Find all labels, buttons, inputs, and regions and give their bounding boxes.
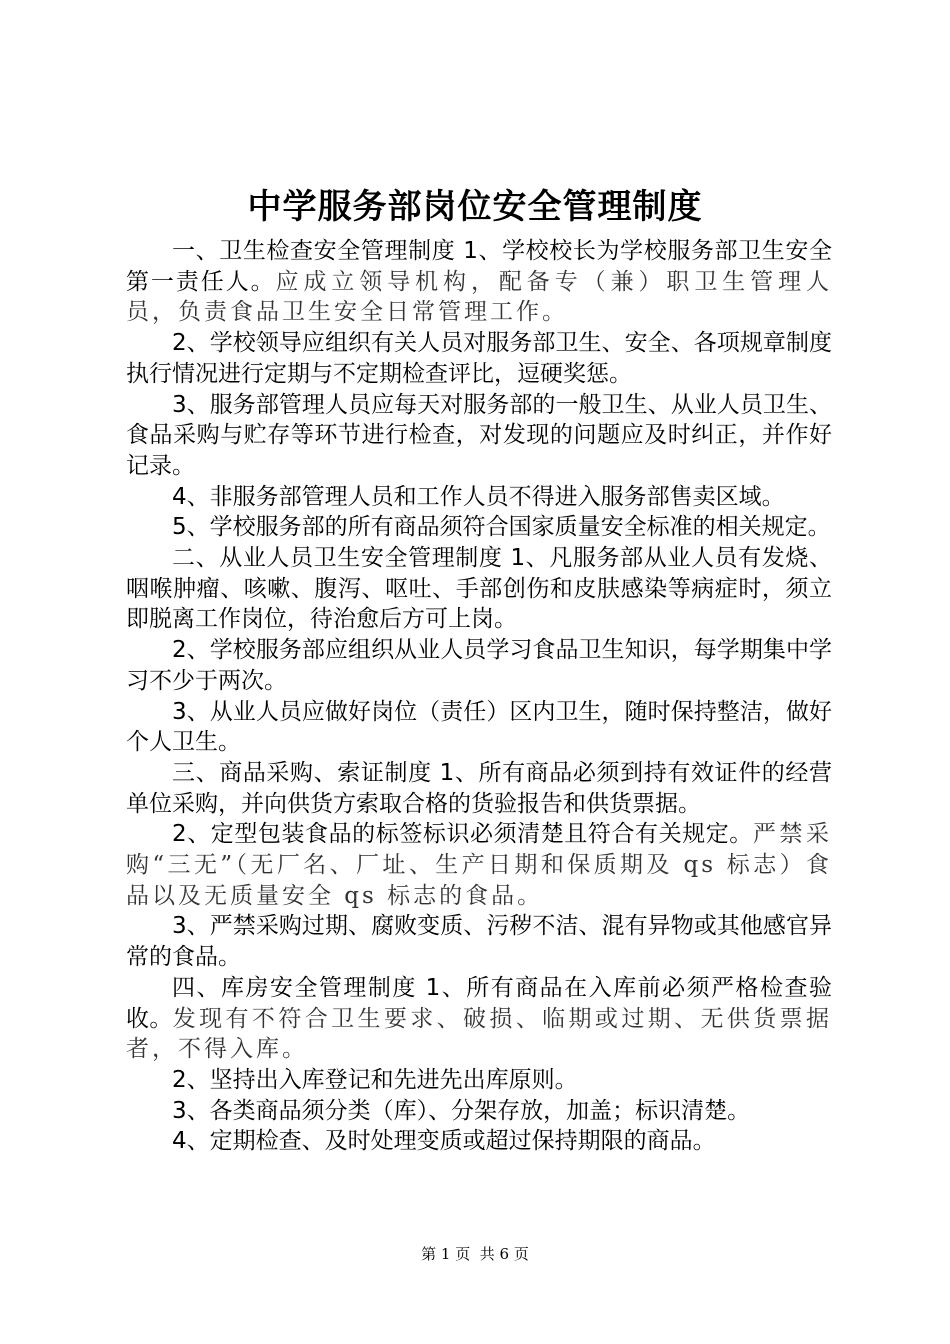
paragraph-text: 3、服务部管理人员应每天对服务部的一般卫生、从业人员卫生、食品采购与贮存等环节进行检查，对发现的问题应及时纠正，并作好记录。: [126, 391, 832, 479]
paragraph-text: 2、学校服务部应组织从业人员学习食品卫生知识，每学期集中学习不少于两次。: [126, 637, 832, 694]
paragraph: [126, 635, 832, 696]
paragraph: [126, 390, 832, 482]
paragraph: [126, 512, 832, 543]
paragraph-text: 2、定型包装食品的标签标识必须清楚且符合有关规定。: [172, 821, 753, 848]
page-number-label: 第 1 页 共 6 页: [421, 1245, 529, 1263]
paragraph: [126, 973, 832, 1065]
paragraph-text: 2、学校领导应组织有关人员对服务部卫生、安全、各项规章制度执行情况进行定期与不定期检查评比，逗硬奖惩。: [126, 330, 832, 387]
paragraph: [126, 1065, 832, 1096]
paragraph-text: 5、学校服务部的所有商品须符合国家质量安全标准的相关规定。: [172, 514, 831, 541]
document-title: 中学服务部岗位安全管理制度: [247, 187, 703, 227]
paragraph-text: 4、非服务部管理人员和工作人员不得进入服务部售卖区域。: [172, 483, 785, 510]
paragraph-text: 3、从业人员应做好岗位（责任）区内卫生，随时保持整洁，做好个人卫生。: [126, 698, 832, 756]
paragraph: [126, 758, 832, 819]
paragraph-text-continued: 发现有不符合卫生要求、破损、临期或过期、无供货票据者，不得入库。: [126, 1005, 833, 1063]
document-body: [126, 236, 832, 1157]
paragraph: [126, 1126, 832, 1157]
paragraph-text-continued: 严禁采购“三无”（无厂名、厂址、生产日期和保质期及 qs 标志）食品以及无质量安全 qs 标志的食品。: [126, 821, 832, 909]
paragraph-text: 3、各类商品须分类（库）、分架存放，加盖；标识清楚。: [172, 1097, 751, 1124]
paragraph-text-continued: 应成立领导机构，配备专（兼）职卫生管理人员，负责食品卫生安全日常管理工作。: [126, 268, 833, 326]
paragraph-text: 4、定期检查、及时处理变质或超过保持期限的商品。: [172, 1128, 716, 1155]
page-footer: [0, 1244, 950, 1264]
paragraph-text: 2、坚持出入库登记和先进先出库原则。: [172, 1066, 578, 1093]
paragraph-text: 二、从业人员卫生安全管理制度 1、凡服务部从业人员有发烧、咽喉肿瘤、咳嗽、腹泻、呕吐、手部创伤和皮肤感染等病症时，须立即脱离工作岗位，待治愈后方可上岗。: [126, 545, 832, 633]
paragraph-text: 3、严禁采购过期、腐败变质、污秽不洁、混有异物或其他感官异常的食品。: [126, 913, 832, 971]
paragraph: [126, 1096, 832, 1127]
paragraph: [126, 543, 832, 635]
paragraph-text: 三、商品采购、索证制度 1、所有商品必须到持有效证件的经营单位采购，并向供货方索取合格的货验报告和供货票据。: [126, 759, 832, 817]
paragraph: [126, 819, 832, 911]
paragraph-text: 一、卫生检查安全管理制度 1、学校校长为学校服务部卫生安全第一责任人。: [126, 238, 832, 295]
paragraph: [126, 236, 832, 328]
paragraph: [126, 697, 832, 758]
paragraph-text: 四、库房安全管理制度 1、所有商品在入库前必须严格检查验收。: [126, 974, 832, 1032]
paragraph: [126, 328, 832, 389]
paragraph: [126, 911, 832, 972]
paragraph: [126, 482, 832, 513]
